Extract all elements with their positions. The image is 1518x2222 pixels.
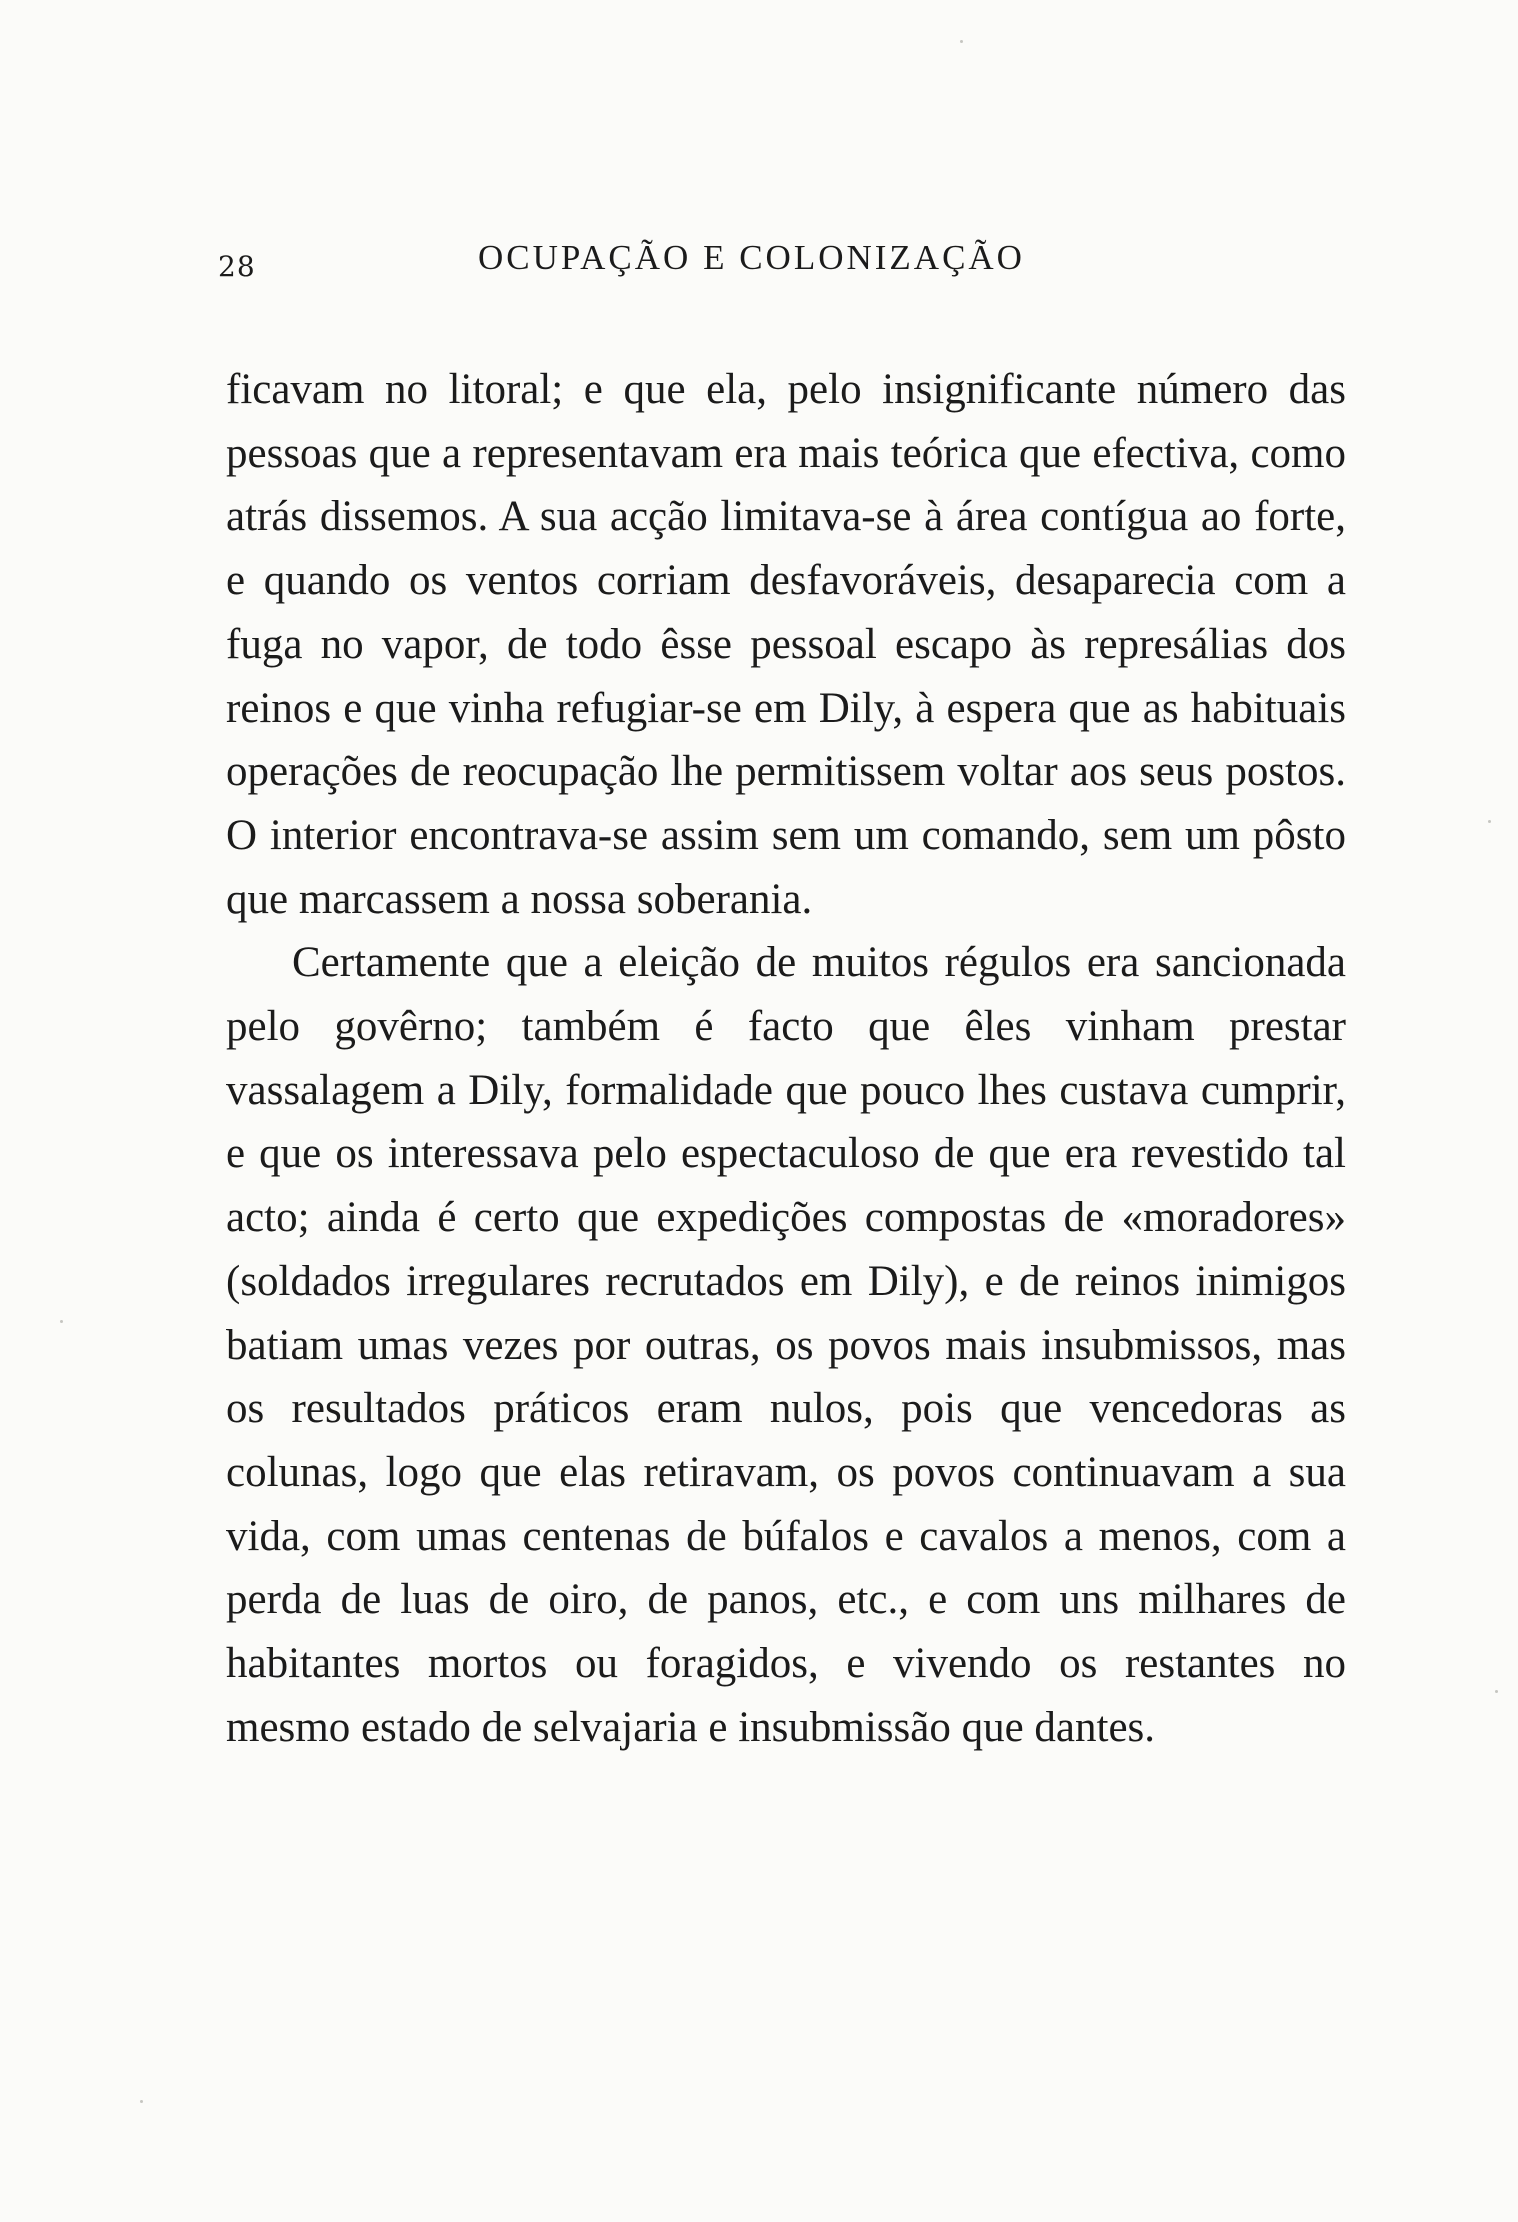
- print-speck: [140, 2100, 143, 2103]
- paragraph: ficavam no litoral; e que ela, pelo insignificante número das pessoas que a representavam era mais teórica que efectiva, como atrás dissemos. A sua acção limitava-se à área contígua ao forte, e quando os ventos corriam desfavoráveis, desaparecia com a fuga no vapor, de todo êsse pessoal escapo às represálias dos reinos e que vinha refugiar-se em Dily, à espera que as habituais operações de reocupação lhe permitissem voltar aos seus postos. O interior encontrava-se assim sem um comando, sem um pôsto que marcassem a nossa soberania.: [226, 366, 1346, 923]
- body-text: [226, 358, 1346, 1759]
- running-title: OCUPAÇÃO E COLONIZAÇÃO: [478, 238, 1025, 277]
- print-speck: [60, 1320, 63, 1323]
- page-header: [218, 238, 1348, 298]
- print-speck: [960, 40, 963, 43]
- print-speck: [1495, 1690, 1498, 1693]
- print-speck: [1488, 820, 1491, 823]
- paragraph: Certamente que a eleição de muitos régulos era sancionada pelo govêrno; também é facto que êles vinham prestar vassalagem a Dily, formalidade que pouco lhes custava cumprir, e que os interessava pelo espectaculoso de que era revestido tal acto; ainda é certo que expedições compostas de «moradores» (soldados irregulares recrutados em Dily), e de reinos inimigos batiam umas vezes por outras, os povos mais insubmissos, mas os resultados práticos eram nulos, pois que vencedoras as colunas, logo que elas retiravam, os povos continuavam a sua vida, com umas centenas de búfalos e cavalos a menos, com a perda de luas de oiro, de panos, etc., e com uns milhares de habitantes mortos ou foragidos, e vivendo os restantes no mesmo estado de selvajaria e insubmissão que dantes.: [226, 939, 1346, 1751]
- page-number: 28: [218, 250, 256, 283]
